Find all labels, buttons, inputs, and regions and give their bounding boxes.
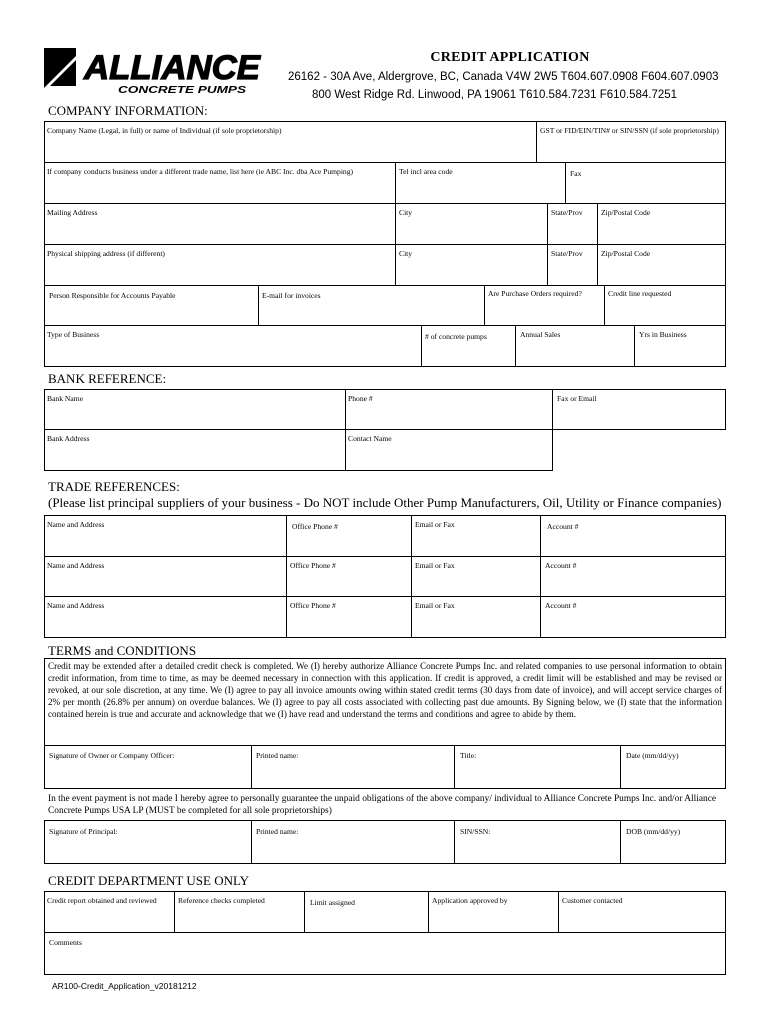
- terms-text: Credit may be extended after a detailed credit check is completed. We (I) hereby authorize Alliance Concrete Pumps Inc. and related companies to use personal information to obtain credit information, from time to time, as may be deemed necessary in connection with this application. If credit is approved, a credit limit will be established and may be revised or revoked, at our sole discretion, at any time. We (I) agree to pay all invoice amounts owing within stated credit terms (30 days from date of invoice), and will accept service charges of 2% per month (26.8% per annum) on overdue balances. We (I) agree to pay all costs associated with collecting past due amounts. By Signing below, we (I) state that the information contained herein is true and accurate and acknowledge that we (I) have read and understand the terms and conditions and agree to abide by them.: [48, 661, 722, 719]
- trade-name-label: If company conducts business under a different trade name, list here (ie ABC Inc. dba Ace Pumping): [47, 167, 354, 176]
- city2-field[interactable]: [395, 244, 548, 286]
- trade-references-note: (Please list principal suppliers of your business - Do NOT include Other Pump Manufacturers, Oil, Utility or Finance companies): [48, 495, 722, 510]
- trade-account-label: Account #: [545, 561, 577, 570]
- logo-mark-icon: [44, 48, 76, 88]
- company-name-label: Company Name (Legal, in full) or name of Individual (if sole proprietorship): [47, 126, 282, 135]
- city-field[interactable]: [395, 203, 548, 245]
- bank-name-field[interactable]: [44, 389, 346, 430]
- address-canada: 26162 - 30A Ave, Aldergrove, BC, Canada V4W 2W5 T604.607.0908 F604.607.0903: [288, 71, 719, 83]
- printed-name2-label: Printed name:: [256, 827, 299, 836]
- trade-account-label: Account #: [545, 601, 577, 610]
- address-usa: 800 West Ridge Rd. Linwood, PA 19061 T610.584.7231 F610.584.7251: [312, 89, 678, 101]
- trade-name-address-label: Name and Address: [47, 520, 105, 529]
- customer-contacted-label: Customer contacted: [562, 896, 623, 905]
- form-code: AR100-Credit_Application_v20181212: [52, 981, 197, 991]
- trade-email-label: Email or Fax: [415, 601, 455, 610]
- trade-email-label: Email or Fax: [415, 520, 455, 529]
- city-label: City: [399, 208, 413, 217]
- trade-phone-label: Office Phone #: [292, 522, 338, 531]
- sin-ssn-label: SIN/SSN:: [460, 827, 491, 836]
- zip2-label: Zip/Postal Code: [601, 249, 651, 258]
- po-required-label: Are Purchase Orders required?: [488, 289, 582, 298]
- trade-email-label: Email or Fax: [415, 561, 455, 570]
- zip-label: Zip/Postal Code: [601, 208, 651, 217]
- email-invoices-label: E-mail for invoices: [262, 291, 321, 300]
- mailing-address-label: Mailing Address: [47, 208, 98, 217]
- alliance-logo: [44, 42, 264, 98]
- trade-phone-label: Office Phone #: [290, 601, 336, 610]
- credit-dept-heading: CREDIT DEPARTMENT USE ONLY: [48, 873, 249, 888]
- state-label: State/Prov: [551, 208, 583, 217]
- guarantee-text: In the event payment is not made I hereby agree to personally guarantee the unpaid obligations of the above company/ individual to Alliance Concrete Pumps Inc. and/or Alliance Concrete Pumps USA LP (MUST be completed for all sole proprietorships): [48, 794, 717, 817]
- logo-wordmark: ALLIANCE: [82, 49, 262, 87]
- gst-label: GST or FID/EIN/TIN# or SIN/SSN (if sole proprietorship): [540, 126, 719, 135]
- city2-label: City: [399, 249, 413, 258]
- trade-name-address-label: Name and Address: [47, 601, 105, 610]
- terms-heading: TERMS and CONDITIONS: [48, 643, 197, 658]
- bank-reference-heading: BANK REFERENCE:: [48, 371, 167, 386]
- annual-sales-label: Annual Sales: [520, 330, 561, 339]
- bank-contact-label: Contact Name: [348, 434, 392, 443]
- ap-person-label: Person Responsible for Accounts Payable: [49, 291, 176, 300]
- printed-name-label: Printed name:: [256, 751, 299, 760]
- limit-assigned-label: Limit assigned: [310, 898, 355, 907]
- bank-address-label: Bank Address: [47, 434, 90, 443]
- physical-address-label: Physical shipping address (if different): [47, 249, 165, 258]
- type-business-field[interactable]: [44, 325, 422, 367]
- bank-phone-label: Phone #: [348, 394, 373, 403]
- title-label: Title:: [460, 751, 477, 760]
- comments-label: Comments: [49, 938, 82, 947]
- trade-phone-label: Office Phone #: [290, 561, 336, 570]
- title-field[interactable]: [454, 745, 621, 789]
- bank-phone-field[interactable]: [345, 389, 553, 430]
- principal-signature-label: Signature of Principal:: [49, 827, 118, 836]
- fax-label: Fax: [570, 169, 582, 178]
- approved-by-label: Application approved by: [432, 896, 508, 905]
- logo-subtitle: CONCRETE PUMPS: [118, 85, 247, 96]
- state2-label: State/Prov: [551, 249, 583, 258]
- trade-account-label: Account #: [547, 522, 579, 531]
- company-info-heading: COMPANY INFORMATION:: [48, 103, 208, 118]
- trade-references-heading: TRADE REFERENCES:: [48, 479, 180, 494]
- reference-checks-label: Reference checks completed: [178, 896, 265, 905]
- comments-field[interactable]: [44, 932, 726, 975]
- bank-fax-email-label: Fax or Email: [557, 394, 597, 403]
- dob-label: DOB (mm/dd/yy): [626, 827, 681, 836]
- date-label: Date (mm/dd/yy): [626, 751, 679, 760]
- num-pumps-label: # of concrete pumps: [425, 332, 487, 341]
- credit-report-label: Credit report obtained and reviewed: [47, 896, 157, 905]
- type-business-label: Type of Business: [47, 330, 100, 339]
- fax-field[interactable]: [565, 162, 726, 204]
- credit-line-label: Credit line requested: [608, 289, 672, 298]
- tel-label: Tel incl area code: [399, 167, 453, 176]
- yrs-business-label: Yrs in Business: [639, 330, 687, 339]
- bank-name-label: Bank Name: [47, 394, 84, 403]
- owner-signature-label: Signature of Owner or Company Officer:: [49, 751, 175, 760]
- page-title: CREDIT APPLICATION: [430, 50, 590, 65]
- trade-name-address-label: Name and Address: [47, 561, 105, 570]
